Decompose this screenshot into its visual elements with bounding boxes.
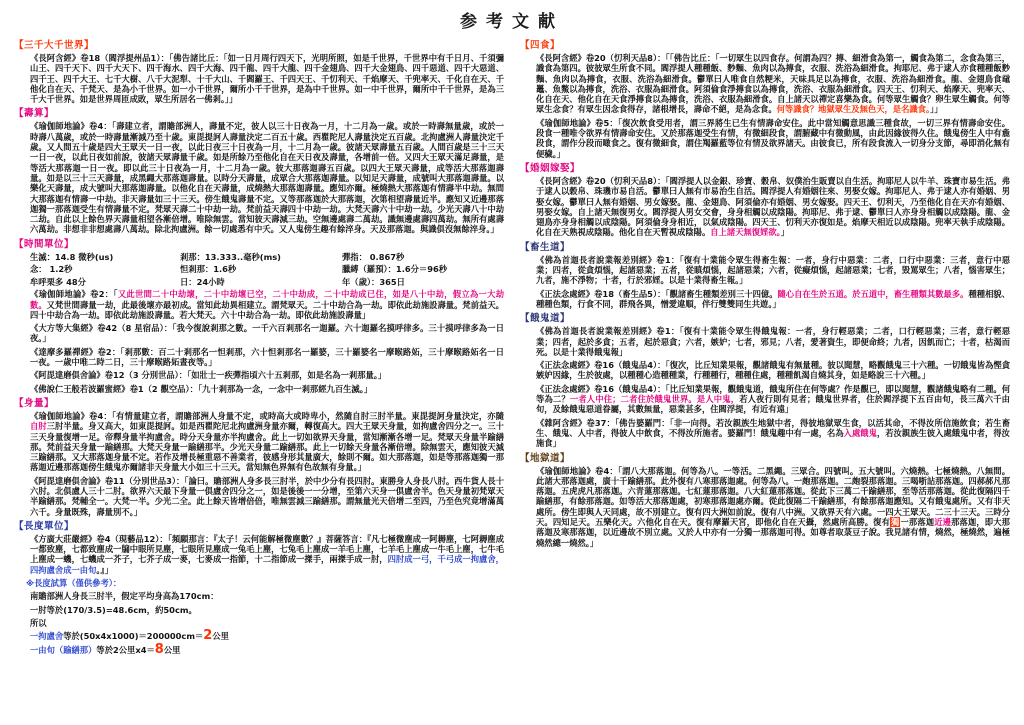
text-run: 一拘盧舍: [30, 631, 64, 642]
text-run: 自上諸天無復婬欲。: [710, 227, 781, 238]
text-run: 。』」: [96, 564, 113, 575]
section-time-units: [14, 239, 504, 394]
text-run: 《佛為首迦長者說業報差別經》卷1：「復有十業能令眾生得畜生報：一者，身行中惡業：二者，口行中惡業：三者，意行中惡業；四者，從貪煩惱，起諸惡業；五者，從瞋煩惱，起諸惡業；六者，從癡煩惱，起諸惡業；七者，毀罵眾生；八者，惱害眾生；九者，施不淨物；十者，行於邪婬。以是十業得畜生報。」: [536, 254, 1010, 286]
text-run: 《瑜伽師地論》卷4：「有情量建立者，謂贍部洲人身量不定，或時高大或時卑小，然隨自肘三肘半量。東毘提訶身量決定，亦隨: [30, 410, 504, 421]
text-run: 種種相貌、種種色類，行食不同，群飛各異，憎愛違順，伴行雙雙同生共遊。」: [536, 288, 1010, 309]
time-unit-cell: 牟呼栗多 48分: [30, 276, 86, 287]
document-columns: [0, 32, 1024, 659]
text-run: 《阿毘達磨俱舍論》卷11（分別世品3）：「論曰。贍部洲人身多長三肘半，於中少分有長四肘。東勝身人身長八肘。西牛貨人長十六肘。北俱盧人三十二肘。欲界六天最下身量一俱盧舍四分之一，如是後後一一分增，至第六天身一俱盧舍半。色天身量初梵眾天半踰繕那。梵輔全一。大梵一半。少光二全。此上餘天皆增倍倍，唯無雲減三踰繕那。謂無量光天倍增二至四，乃至色究竟增滿萬六千。身量既殊，壽量別不。」: [30, 475, 504, 517]
paragraph: [30, 591, 504, 601]
text-run: 又此世間二十中劫壞，二十中劫壞已空，二十中劫成，二十中劫成已住，如是八十中劫，假立為一大劫數。: [30, 289, 505, 310]
paragraph: [30, 605, 504, 615]
text-run: 《佛說仁王般若波羅蜜經》卷1（2 觀空品）：「九十剎那為一念，一念中一剎那經九百生滅。」: [30, 383, 373, 394]
text-run: 等於2公里x4＝: [96, 644, 155, 655]
text-run: 《雜阿含經》卷37：「佛告婆羅門：「非一向得。若汝親族生地獄中者，得彼地獄眾生食，以活其命，不得汝所信施飲食；若生畜生、餓鬼、人中者，得彼人中飲食，不得汝所施者。婆羅門！餓鬼趣中有一處，名為: [536, 417, 1010, 438]
time-unit-row: [30, 264, 504, 276]
paragraph: [30, 618, 504, 628]
text-run: 《大方等大集經》卷42（8 星宿品）：「我今復說剎那之數。一千六百剎那名一迦羅。六十迦羅名摸呼律多。三十摸呼律多為一日夜。」: [30, 323, 504, 344]
paragraph: [30, 347, 504, 368]
paragraph: [30, 53, 504, 104]
text-run: 」: [780, 227, 790, 238]
section-length-units: [14, 521, 504, 655]
text-run: 《正法念處經》卷16（餓鬼品4）：「復次，比丘知業果報，觀諸餓鬼有無量種。彼以聞慧，略觀餓鬼三十六種。一切餓鬼皆為慳貪嫉妒因緣，生於彼處，以種種心造種種業，行種種行，種種住處，種種飢渴自燒其身，如是略說三十六種。」: [536, 360, 1010, 381]
text-run: 《正法念處經》卷16（餓鬼品4）：「比丘知業果報，觀餓鬼道，餓鬼所住在何等處？作是觀已，即以聞慧，觀諸餓鬼略有二種。何等為二？: [536, 383, 1010, 405]
text-run: 《長阿含經》卷20（忉利天品8）：「「佛告比丘：「一切眾生以四食存。何謂為四？摶、細滑食為第一，觸食為第二，念食為第三，識食為第四。彼彼眾生所食不同。閻浮提人種種飯、麨麵、魚肉以為摶食，衣服、洗浴為細滑食。拘耶尼、弗于逮人亦食種種飯麨麵、魚肉以為摶食，衣服、洗浴為細滑食。鬱單曰人唯食自然粳米，天味具足以為摶食，衣服、洗浴為細滑食。龍、金翅鳥食黿鼉、魚鱉以為摶食，洗浴、衣服為細滑食。阿須倫食淨摶食以為摶食，洗浴、衣服為細滑食。四天王、忉利天、焰摩天、兜率天、化自在天、他化自在天食淨摶食以為摶食，洗浴、衣服為細滑食。自上諸天以禪定喜樂為食。何等眾生觸食？卵生眾生觸食。何等眾生念食？有眾生因念食得存，諸根增長，壽命不絕，是為念食。: [536, 53, 1010, 115]
text-run: 三肘半量。身又高大，如東毘提訶。如是西瞿陀尼北拘盧洲身量亦爾，轉復高大。四大王眾天身量，如拘盧舍四分之一。三十三天身量復增一足。帝釋身量半拘盧舍。時分天身量亦半拘盧舍。此上一切如欲界天身量，當知漸漸各增一足。梵眾天身量半踰繕那。梵前益天身量一踰繕那。大梵天身量一踰繕那半。少光天身量二踰繕那。此上一切餘天身量各漸倍增。除無雲天，應知彼天減三踰繕那。又大那落迦身量不定。若作及增長極重惡不善業者，彼感身形其量廣大，餘則不爾。如大那落迦，如是等那落迦獨一那落迦近邊那落迦傍生餓鬼亦爾諸非天身量大小如三十三天。當知無色界無有色故無有身量。」: [30, 421, 504, 473]
section-header: 【長度單位】: [14, 520, 75, 532]
page-title: 参考文献: [460, 12, 564, 32]
text-run: 入處餓鬼: [843, 427, 877, 438]
text-run: 一那落迦: [900, 516, 935, 527]
time-unit-cell: 日：24小時: [180, 276, 225, 287]
text-run: 《瑜伽師地論》卷5：「復次飲食受用者，謂三界將生已生有情壽命安住。此中當知觸意思識三種食故，一切三界有情壽命安住。段食一種唯令欲界有情壽命安住。又於那落迦受生有情，有微細段食，謂腑藏中有微動風，由此因緣彼得久住。餓鬼傍生人中有麁段食，謂作分段而噉食之。復有微細食，謂住羯羅藍等位有情及欲界諸天。由彼食已，所有段食流入一切身分支節，尋即消化無有便穢。」: [536, 117, 1010, 159]
time-unit-row: [30, 252, 504, 264]
time-unit-cell: 彈指： 0.867秒: [342, 251, 405, 262]
text-run: 又梵世間壽量一劫，此最後壞亦最初成。當知此劫異相建立。謂梵眾天。二十中劫合為一劫。即依此劫施設壽量。梵前益天。四十中劫合為一劫。即依此劫施設壽量。若大梵天。六十中劫合為一劫。即依此劫施設壽量」: [30, 299, 504, 320]
paragraph: [536, 255, 1010, 286]
time-unit-cell: 念： 1.2秒: [30, 264, 73, 275]
time-unit-row: [30, 277, 504, 289]
section-header: 【壽算】: [14, 108, 55, 120]
paragraph: [30, 384, 504, 394]
paragraph: [536, 176, 1010, 238]
paragraph: [536, 118, 1010, 159]
paragraph: [536, 360, 1010, 381]
paragraph: [30, 476, 504, 517]
text-run: 《瑜伽師地論》卷4：「壽建立者，謂贍部洲人，壽量不定，彼人以三十日夜為一月，十二月為一歲。或於一時壽無量歲，或於一時壽八萬歲，或於一時壽量漸減乃至十歲。東毘提訶人壽量決定二百五十歲。西瞿陀尼人壽量決定五百歲。北拘盧洲人壽量決定千歲。又人間五十歲是四大王眾天一日一夜，以此日夜三十日夜為一月，十二月為一歲。彼諸天眾壽量五百歲。人間百歲是三十三天一日一夜，以此日夜如前說，彼諸天眾壽量千歲。如是所餘乃至他化自在天日夜及壽量，各增前一倍。又四大王眾天滿足壽量，是等活大那落迦一日一夜。即以此三十日夜為一月，十二月為一歲。彼大那落迦壽五百歲。以四大王眾天壽量，成等活大那落迦壽量。如是以三十三天壽量，成黑繩大那落迦壽量。以時分天壽量，成眾合大那落迦壽量。以知足天壽量，成號叫大那落迦壽量。以樂化天壽量，成大號叫大那落迦壽量。以他化自在天壽量，成燒熱大那落迦壽量。應知亦爾。極燒熱大那落迦有情壽半中劫。無間大那落迦有情壽一中劫。非天壽量如三十三天。傍生餓鬼壽量不定。又等那落迦於大那落迦，次第相望壽量近半。應知又近邊那落迦獨一那落迦受生有情壽量不定。梵眾天壽二十中劫一劫。梵前益天壽四十中劫一劫。大梵天壽六十中劫一劫。少光天壽八十中劫二劫。自此以上餘色界天壽量相望各漸倍增。唯除無雲。當知彼天壽減三劫。空無邊處壽二萬劫。識無邊處壽四萬劫。無所有處壽六萬劫。非想非非想處壽八萬劫。除北拘盧洲。餘一切處悉有中夭。又人鬼傍生趣有餘淬身。天及那落迦。與識俱沒無餘淬身。」: [30, 121, 504, 235]
text-run: 四肘成一弓，千弓成一拘盧舍，四拘盧舍成一由旬: [30, 554, 504, 575]
paragraph: [30, 411, 504, 473]
paragraph: [536, 418, 1010, 449]
text-run: 」」: [930, 104, 943, 115]
time-unit-cell: 臘縛（羅預）：1.6分＝96秒: [342, 264, 448, 275]
section-header: 【地獄道】: [520, 452, 571, 464]
section-header: 【畜生道】: [520, 241, 571, 253]
text-run: 一肘等於(170/3.5)=48.6cm，約50cm。: [30, 604, 197, 615]
section-animal-realm: [520, 242, 1010, 309]
time-unit-cell: 剎那：13.333..毫秒(ms): [180, 251, 281, 262]
paragraph: [536, 53, 1010, 115]
text-run: 《瑜伽師地論》卷2：「: [30, 289, 118, 300]
text-run: 南贍部洲人身長三肘半，假定平均身高為170cm：: [30, 591, 219, 602]
text-run: 獨: [891, 516, 900, 527]
paragraph: [536, 466, 1010, 548]
text-run: 一由旬（踰繕那）: [30, 644, 97, 655]
section-body-measure: [14, 398, 504, 517]
text-run: 《佛為首迦長者說業報差別經》卷1：「復有十業能令眾生得餓鬼報：一者，身行輕惡業；二者，口行輕惡業；三者，意行輕惡業；四者，起於多貪；五者，起於惡貪；六者，嫉妒；七者，邪見；八者，愛著資生，即便命終；九者，因飢而亡；十者，枯渴而死。以是十業得餓鬼報」: [536, 326, 1010, 357]
text-run: ，若汝親族生彼入處餓鬼中者，得汝施食」: [536, 427, 1010, 449]
text-run: 公里: [163, 644, 181, 655]
text-run: 《長阿含經》卷20（忉利天品8）：「閻浮提人以金銀、珍寶、穀帛、奴僕治生販賣以自生活。拘耶尼人以牛羊、珠寶市易生活。弗于逮人以穀帛、珠璣市易自活。鬱單曰人無有市易治生自活。閻浮提人有婚姻往來、男娶女嫁。拘耶尼人、弗于逮人亦有婚姻、男娶女嫁。鬱單曰人無有婚姻、男女嫁娶。龍、金翅鳥、阿須倫亦有婚姻、男女嫁娶。四天王、忉利天，乃至他化自在天亦有婚姻、男娶女嫁。自上諸天無復男女。閻浮提人男女交會，身身相觸以成陰陽。拘耶尼、弗于逮、鬱單曰人亦身身相觸以成陰陽。龍、金翅鳥亦身身相觸以成陰陽。阿須倫身身相近，以氣成陰陽。四天王、忉利天亦復如是。焰摩天相近以成陰陽。兜率天執手成陰陽。化自在天熟視成陰陽。他化自在天暫視成陰陽。: [536, 175, 1010, 238]
text-run: 8: [154, 641, 164, 657]
text-run: 《瑜伽師地論》卷4：「謂八大那落迦。何等為八。一等活。二黑繩。三眾合。四號叫。五大號叫。六燒熱。七極燒熱。八無間。此諸大那落迦處，廣十千踰繕那。此外復有八寒那落迦處。何等為八。一皰那落迦。二皰裂那落迦。三喝哳詀那落迦。四郝郝凡那落迦。五虎虎凡那落迦。六青蓮那落迦。七紅蓮那落迦。八大紅蓮那落迦。從此下三萬二千踰繕那，至等活那落迦。從此復隔四千踰繕那，有餘那落迦。如等活大那落迦處，初寒那落迦處亦爾。從此復隔二千踰繕那，有餘那落迦應知。又有餓鬼處所。又有非天處所。傍生即與人天同處，故不別建立。復有四大洲如前說。復有八中洲。又欲界天有六處。一四大王眾天。二三十三天。三時分天。四知足天。五樂化天。六他化自在天。復有摩羅天宮，即他化自在天攝，然處所高勝。復有: [536, 465, 1010, 527]
time-unit-cell: 怛剎那：1.6秒: [180, 264, 237, 275]
paragraph: [30, 121, 504, 234]
paragraph: [536, 289, 1010, 310]
right-column: [520, 38, 1010, 659]
text-run: 《達摩多羅禪經》卷2：「剎那數：百二十剎那名一怛剎那，六十怛剎那名一羅婆，三十羅婆名一摩睺路妬，三十摩睺路妬名一日一夜。一歲中唯二時二日，三十摩睺路妬晝夜等。」: [30, 346, 504, 368]
text-run: 《方廣大莊嚴經》卷4（現藝品12）：「頻願那言：『太子！云何能解極微塵數？』菩薩答言：『凡七極微塵成一阿耨塵，七阿耨塵成一都致塵，七都致塵成一牖中眼所見塵，七眼所見塵成一兔毛上塵，七兔毛上塵成一羊毛上塵，七羊毛上塵成一牛毛上塵，七牛毛上塵成一蟣，七蟣成一芥子，七芥子成一麥，七麥成一指節，十二指節成一搩手，兩搩手成一肘，: [30, 533, 504, 565]
text-run: 自肘: [30, 421, 47, 432]
paragraph: [30, 534, 504, 575]
section-header: 【身量】: [14, 397, 55, 409]
paragraph: [536, 326, 1010, 357]
section-hell-realm: [520, 453, 1010, 548]
text-run: 《阿毘達磨俱舍論》卷12（3 分別世品）：「如壯士一疾彈指頃六十五剎那，如是名為一剎那量。」: [30, 370, 387, 381]
paragraph: [26, 578, 504, 588]
text-run: 何等識食？地獄眾生及無色天，是名識食。: [776, 104, 931, 115]
text-run: 那落迦，即大那落迦及寒那落迦，以近邊故不別立處。又於人中亦有一分獨一那落迦可得。如尊者取菉豆子說。我見諸有情，燒然，極燒然，遍極燒然總一燒然。」: [536, 516, 1010, 548]
text-run: 所以: [30, 617, 47, 628]
paragraph: [536, 384, 1010, 415]
text-run: 一者人中住；二者住於餓鬼世界。是人中鬼，: [569, 394, 740, 405]
paragraph: [30, 370, 504, 380]
section-marriage: [520, 163, 1010, 238]
section-four-foods: [520, 40, 1010, 159]
section-header: 【四食】: [520, 40, 561, 51]
section-header: 【餓鬼道】: [520, 313, 571, 325]
section-lifespan-calc: [14, 108, 504, 234]
section-three-thousand-worlds: [14, 40, 504, 104]
text-run: 若人夜行則有見者；餓鬼世界者，住於閻浮提下五百由旬，長三萬六千由旬，及餘餓鬼惡道眷屬，其數無量，惡業甚多，住閻浮提，有近有遠」: [536, 394, 1010, 415]
text-run: 《正法念處經》卷18（畜生品5）：「觀諸畜生種類差別三十四億。: [536, 288, 778, 299]
section-header: 【婚姻嫁娶】: [520, 162, 581, 174]
paragraph: [30, 641, 504, 657]
text-run: 公里: [212, 631, 229, 642]
left-column: [14, 38, 504, 659]
text-run: 隨心自在生於五道。於五道中，畜生種類其數最多。: [777, 288, 969, 299]
section-hungry-ghost-realm: [520, 313, 1010, 448]
paragraph: [30, 628, 504, 644]
text-run: 等於(50x4x1000)＝200000cm＝: [63, 631, 204, 642]
paragraph: [30, 289, 504, 320]
text-run: 近邊: [934, 516, 952, 527]
time-unit-cell: 生滅：14.8 微秒(us): [30, 251, 114, 262]
text-run: 《長阿含經》卷18（閻浮提州品1）：「佛告諸比丘：「如一日月周行四天下，光明所照，如是千世界，千世界中有千日月、千須彌山王、四千天下、四千大天下、四千海水、四千大海、四千龍、四千大龍、四千金翅鳥、四千大金翅鳥、四千惡道、四千大惡道、四千王、四千大王、七千大樹、八千大泥犁、十千大山、千閻羅王、千四天王、千忉利天、千焰摩天、千兜率天、千化自在天、千他化自在天、千梵天、是為小千世界。如一小千世界，爾所小千千世界，是為中千世界。如一中千世界，爾所中千千世界，是為三千大千世界。如是世界周匝成敗，眾生所居名一佛剎。」」: [30, 53, 504, 105]
section-header: 【時間單位】: [14, 238, 75, 250]
text-run: 2: [203, 628, 213, 644]
text-run: ※長度試算（僅供參考）：: [26, 578, 122, 589]
section-header: 【三千大千世界】: [14, 40, 95, 51]
time-unit-cell: 年（歲）：365日: [342, 276, 405, 287]
paragraph: [30, 323, 504, 344]
